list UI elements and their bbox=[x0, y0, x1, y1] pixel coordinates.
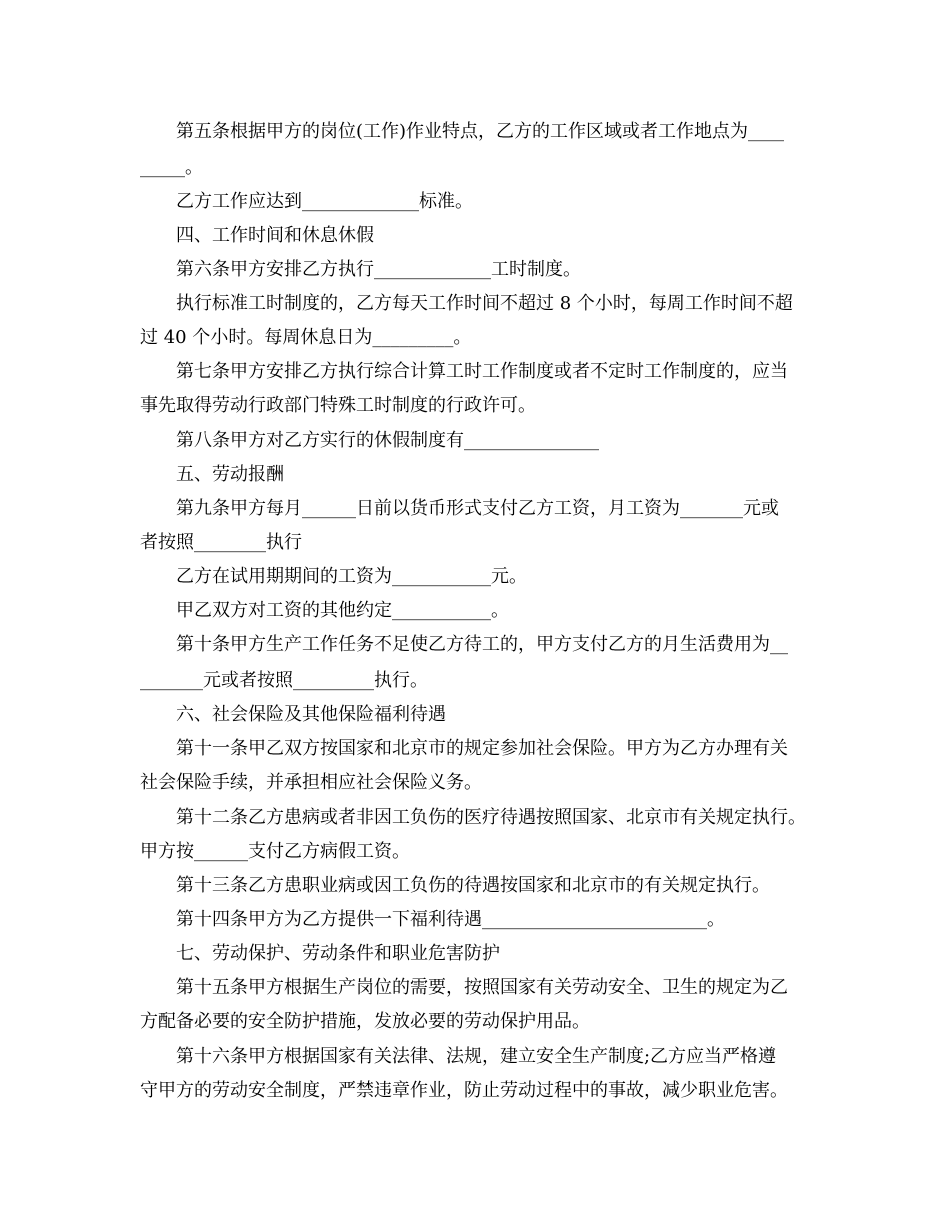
text-line: 过 40 个小时。每周休息日为_________。 bbox=[140, 327, 472, 348]
text-line: 执行标准工时制度的，乙方每天工作时间不超过 8 个小时，每周工作时间不超 bbox=[176, 293, 793, 314]
text-line: 第七条甲方安排乙方执行综合计算工时工作制度或者不定时工作制度的，应当 bbox=[176, 361, 788, 382]
section-heading: 五、劳动报酬 bbox=[176, 464, 284, 485]
text-line: 社会保险手续，并承担相应社会保险义务。 bbox=[140, 772, 482, 793]
text-line: 甲乙双方对工资的其他约定___________。 bbox=[176, 600, 509, 621]
text-line: 第六条甲方安排乙方执行_____________工时制度。 bbox=[176, 259, 581, 280]
section-heading: 七、劳动保护、劳动条件和职业危害防护 bbox=[176, 943, 500, 964]
text-line: 第十条甲方生产工作任务不足使乙方待工的，甲方支付乙方的月生活费用为__ bbox=[176, 634, 788, 655]
text-line: 乙方工作应达到_____________标准。 bbox=[176, 191, 473, 212]
section-heading: 六、社会保险及其他保险福利待遇 bbox=[176, 704, 446, 725]
text-line: _____。 bbox=[140, 157, 203, 178]
text-line: 守甲方的劳动安全制度，严禁违章作业，防止劳动过程中的事故，减少职业危害。 bbox=[140, 1080, 788, 1101]
text-line: 第十三条乙方患职业病或因工负伤的待遇按国家和北京市的有关规定执行。 bbox=[176, 875, 770, 896]
text-line: 第十六条甲方根据国家有关法律、法规，建立安全生产制度;乙方应当严格遵 bbox=[176, 1046, 777, 1067]
text-line: 方配备必要的安全防护措施，发放必要的劳动保护用品。 bbox=[140, 1011, 590, 1032]
text-line: 第九条甲方每月______日前以货币形式支付乙方工资，月工资为_______元或 bbox=[176, 498, 779, 519]
text-line: 第十五条甲方根据生产岗位的需要，按照国家有关劳动安全、卫生的规定为乙 bbox=[176, 977, 788, 998]
text-line: 事先取得劳动行政部门特殊工时制度的行政许可。 bbox=[140, 395, 536, 416]
text-line: 第十四条甲方为乙方提供一下福利待遇_________________________。 bbox=[176, 909, 725, 930]
text-line: _______元或者按照_________执行。 bbox=[140, 670, 428, 691]
text-line: 第五条根据甲方的岗位(工作)作业特点，乙方的工作区域或者工作地点为____ bbox=[176, 121, 785, 142]
text-line: 第十一条甲乙双方按国家和北京市的规定参加社会保险。甲方为乙方办理有关 bbox=[176, 738, 788, 759]
text-line: 第八条甲方对乙方实行的休假制度有_______________ bbox=[176, 430, 599, 451]
text-line: 甲方按______支付乙方病假工资。 bbox=[140, 841, 410, 862]
section-heading: 四、工作时间和休息休假 bbox=[176, 225, 374, 246]
text-line: 乙方在试用期期间的工资为___________元。 bbox=[176, 566, 527, 587]
text-line: 第十二条乙方患病或者非因工负伤的医疗待遇按照国家、北京市有关规定执行。 bbox=[176, 807, 806, 828]
text-line: 者按照________执行 bbox=[140, 532, 302, 553]
